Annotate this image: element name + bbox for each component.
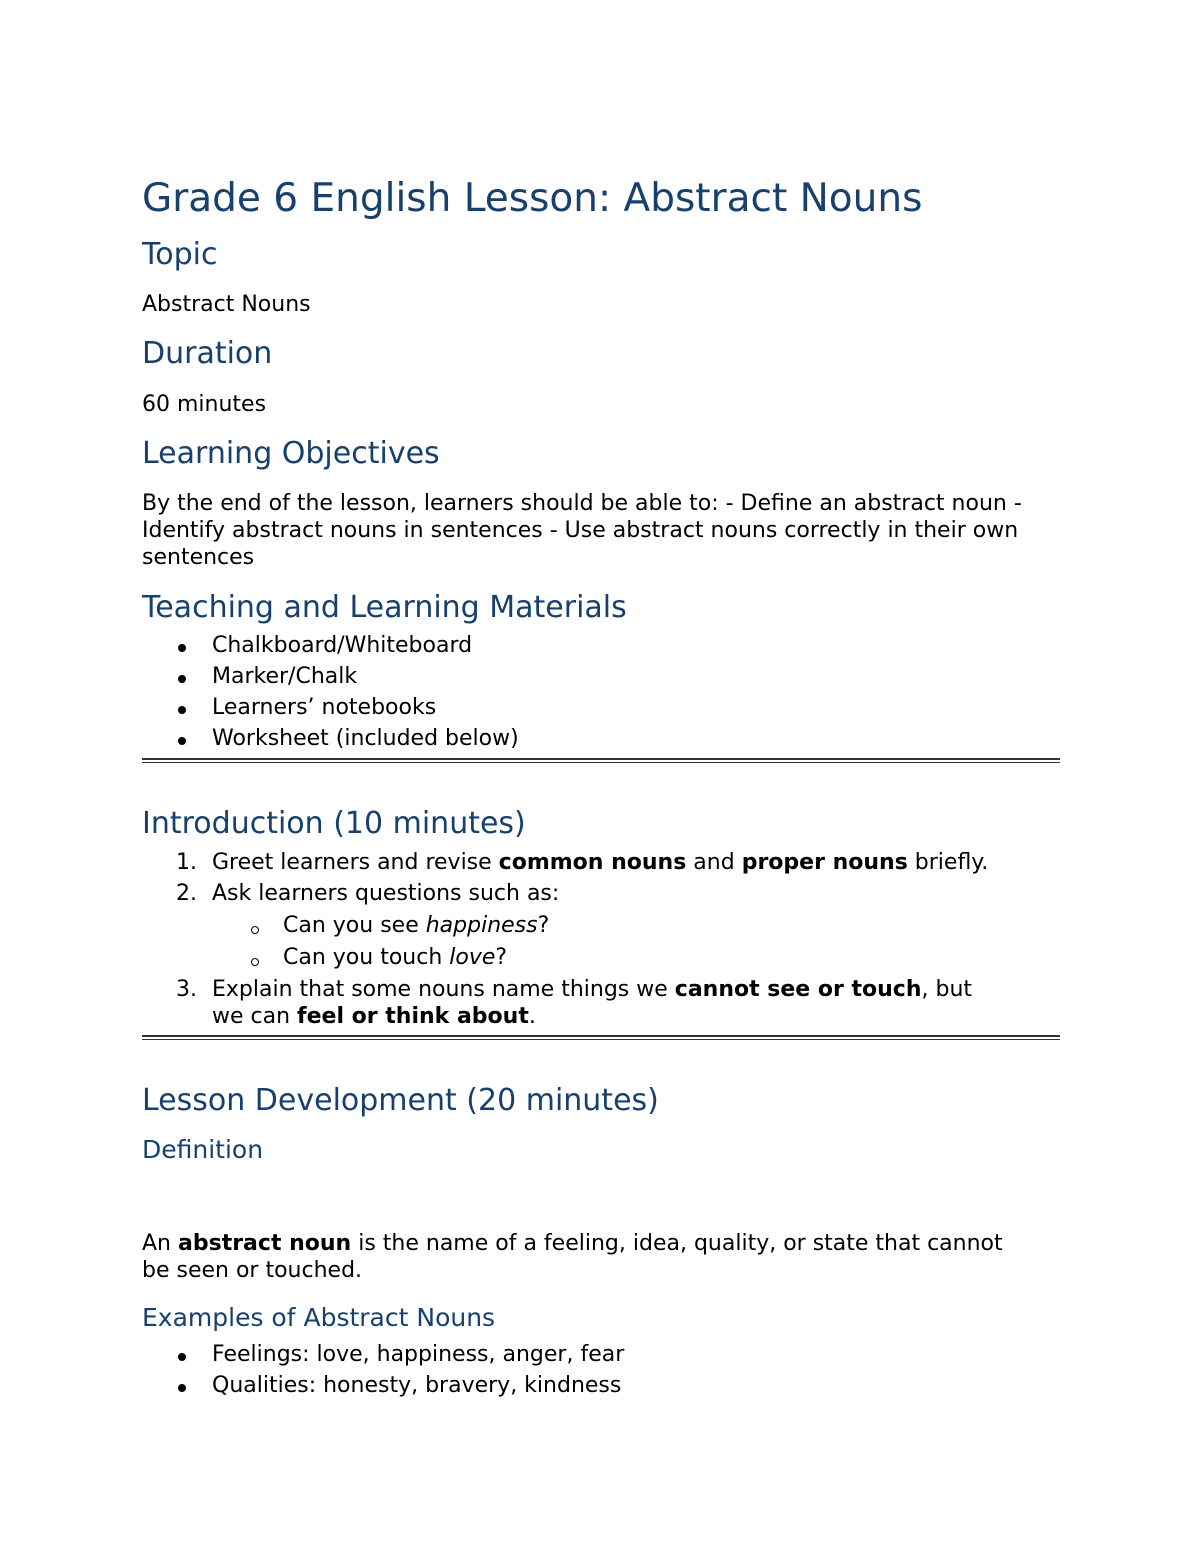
- duration-heading: Duration: [142, 336, 273, 371]
- horizontal-divider: [142, 1035, 1060, 1040]
- list-item: 3. Explain that some nouns name things we cannot see or touch, but we can feel or think about.: [176, 977, 973, 1029]
- list-item: 1. Greet learners and revise common nouns and proper nouns briefly.: [176, 850, 989, 875]
- list-item: Can you see happiness?: [142, 913, 1060, 944]
- development-heading: Lesson Development (20 minutes): [142, 1083, 659, 1118]
- materials-list: [142, 632, 1060, 762]
- introduction-heading: Introduction (10 minutes): [142, 806, 526, 841]
- list-item: 2. Ask learners questions such as:: [176, 881, 560, 906]
- bullet-icon: [178, 1384, 186, 1392]
- list-item: Learners’ notebooks: [142, 694, 1060, 725]
- list-item: Marker/Chalk: [142, 663, 1060, 694]
- bullet-icon: [178, 675, 186, 683]
- bullet-icon: [178, 644, 186, 652]
- bullet-icon: [178, 737, 186, 745]
- topic-text: Abstract Nouns: [142, 292, 311, 317]
- document-title: Grade 6 English Lesson: Abstract Nouns: [142, 176, 923, 221]
- definition-text: An abstract noun is the name of a feeling, idea, quality, or state that cannot be seen or touched.: [142, 1231, 1003, 1283]
- list-item: Worksheet (included below): [142, 725, 1060, 756]
- materials-heading: Teaching and Learning Materials: [142, 590, 627, 625]
- objectives-text: By the end of the lesson, learners should be able to: - Define an abstract noun - Identify abstract nouns in sentences - Use abstract nouns correctly in their own sentences: [142, 491, 1022, 570]
- list-item: Chalkboard/Whiteboard: [142, 632, 1060, 663]
- bullet-icon: [178, 706, 186, 714]
- list-item: Qualities: honesty, bravery, kindness: [142, 1372, 1060, 1403]
- examples-heading: Examples of Abstract Nouns: [142, 1303, 496, 1332]
- definition-heading: Definition: [142, 1135, 264, 1164]
- topic-heading: Topic: [142, 237, 218, 272]
- circle-bullet-icon: [251, 926, 259, 934]
- examples-list: [142, 1341, 1060, 1403]
- list-item: Can you touch love?: [142, 945, 1060, 976]
- duration-text: 60 minutes: [142, 392, 267, 417]
- circle-bullet-icon: [251, 958, 259, 966]
- horizontal-divider: [142, 758, 1060, 763]
- objectives-heading: Learning Objectives: [142, 436, 440, 471]
- bullet-icon: [178, 1353, 186, 1361]
- list-item: Feelings: love, happiness, anger, fear: [142, 1341, 1060, 1372]
